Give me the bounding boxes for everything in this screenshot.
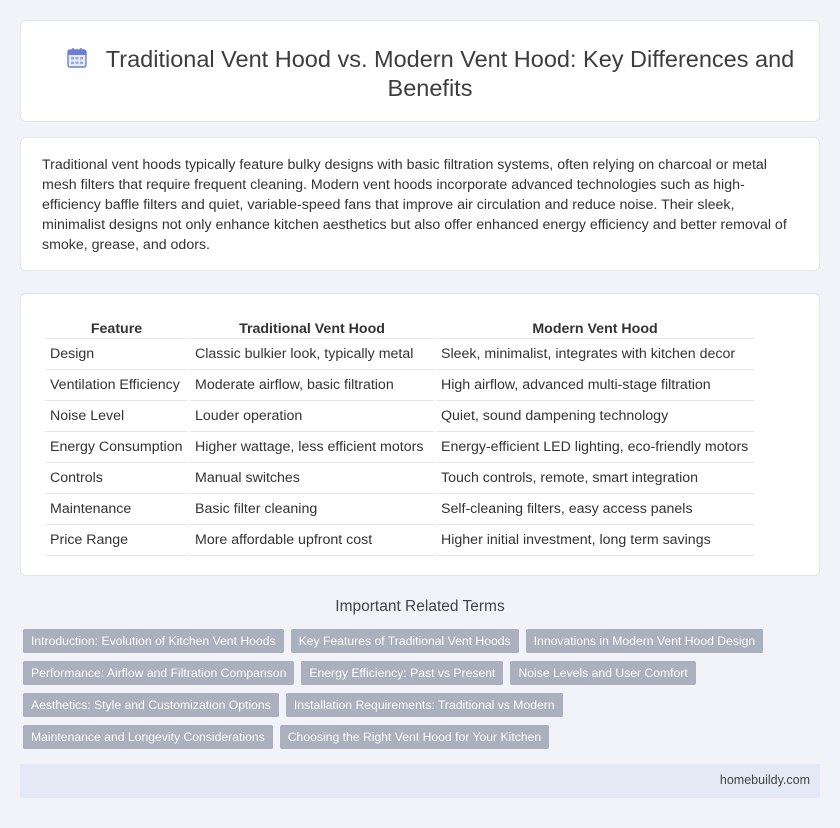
related-term-tag[interactable]: Aesthetics: Style and Customization Options bbox=[23, 693, 279, 717]
table-row bbox=[45, 525, 754, 556]
related-term-tag[interactable]: Installation Requirements: Traditional vs Modern bbox=[286, 693, 563, 717]
table-row bbox=[45, 370, 754, 401]
related-term-tag[interactable]: Innovations in Modern Vent Hood Design bbox=[526, 629, 764, 653]
table-cell: Manual switches bbox=[190, 463, 434, 494]
related-term-tag[interactable]: Maintenance and Longevity Considerations bbox=[23, 725, 273, 749]
table-cell: Sleek, minimalist, integrates with kitchen decor bbox=[436, 339, 754, 370]
table-cell: Moderate airflow, basic filtration bbox=[190, 370, 434, 401]
related-term-tag[interactable]: Choosing the Right Vent Hood for Your Kitchen bbox=[280, 725, 549, 749]
page-title bbox=[61, 45, 799, 103]
page-title-text: Traditional Vent Hood vs. Modern Vent Hood: Key Differences and Benefits bbox=[105, 46, 795, 101]
footer bbox=[20, 764, 820, 798]
table-cell: Design bbox=[45, 339, 188, 370]
table-header-row bbox=[45, 315, 754, 339]
table-cell: More affordable upfront cost bbox=[190, 525, 434, 556]
table-row bbox=[45, 339, 754, 370]
table-cell: Ventilation Efficiency bbox=[45, 370, 188, 401]
related-terms-title: Important Related Terms bbox=[335, 598, 505, 615]
header-traditional: Traditional Vent Hood bbox=[190, 315, 434, 339]
related-term-tag[interactable]: Performance: Airflow and Filtration Comparison bbox=[23, 661, 294, 685]
table-row bbox=[45, 494, 754, 525]
table-cell: Controls bbox=[45, 463, 188, 494]
table-row bbox=[45, 463, 754, 494]
table-cell: Maintenance bbox=[45, 494, 188, 525]
table-cell: Higher initial investment, long term savings bbox=[436, 525, 754, 556]
comparison-table bbox=[43, 315, 756, 556]
related-term-tag[interactable]: Energy Efficiency: Past vs Present bbox=[301, 661, 503, 685]
header-feature: Feature bbox=[45, 315, 188, 339]
related-term-tag[interactable]: Key Features of Traditional Vent Hoods bbox=[291, 629, 519, 653]
related-term-tag[interactable]: Introduction: Evolution of Kitchen Vent Hoods bbox=[23, 629, 284, 653]
table-cell: Noise Level bbox=[45, 401, 188, 432]
table-cell: Classic bulkier look, typically metal bbox=[190, 339, 434, 370]
table-row bbox=[45, 432, 754, 463]
header-modern: Modern Vent Hood bbox=[436, 315, 754, 339]
table-cell: Touch controls, remote, smart integration bbox=[436, 463, 754, 494]
table-cell: Louder operation bbox=[190, 401, 434, 432]
related-term-tag[interactable]: Noise Levels and User Comfort bbox=[510, 661, 695, 685]
related-terms-list bbox=[23, 629, 823, 757]
intro-card bbox=[20, 137, 820, 271]
calendar-icon bbox=[66, 47, 88, 69]
table-cell: Quiet, sound dampening technology bbox=[436, 401, 754, 432]
table-cell: Self-cleaning filters, easy access panels bbox=[436, 494, 754, 525]
table-cell: High airflow, advanced multi-stage filtration bbox=[436, 370, 754, 401]
footer-site-link[interactable]: homebuildy.com bbox=[719, 773, 810, 787]
table-row bbox=[45, 401, 754, 432]
table-cell: Basic filter cleaning bbox=[190, 494, 434, 525]
table-cell: Energy-efficient LED lighting, eco-friendly motors bbox=[436, 432, 754, 463]
comparison-card bbox=[20, 293, 820, 576]
table-cell: Price Range bbox=[45, 525, 188, 556]
table-cell: Energy Consumption bbox=[45, 432, 188, 463]
table-cell: Higher wattage, less efficient motors bbox=[190, 432, 434, 463]
title-card bbox=[20, 20, 820, 122]
intro-paragraph: Traditional vent hoods typically feature bulky designs with basic filtration systems, often relying on charcoal or metal mesh filters that require frequent cleaning. Modern vent hoods incorporate advanced technologies such as high-efficiency baffle filters and quiet, variable-speed fans that improve air circulation and reduce noise. Their sleek, minimalist designs not only enhance kitchen aesthetics but also offer enhanced energy efficiency and better removal of smoke, grease, and odors. bbox=[42, 157, 787, 253]
